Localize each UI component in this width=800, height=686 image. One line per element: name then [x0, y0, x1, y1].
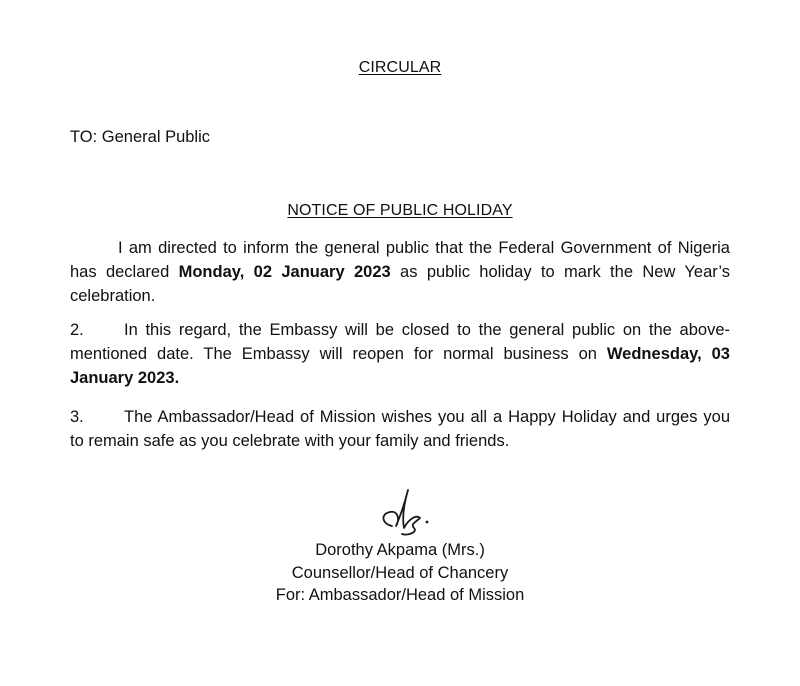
paragraph-2	[70, 318, 730, 390]
notice-title: NOTICE OF PUBLIC HOLIDAY	[287, 202, 513, 219]
signatory-name: Dorothy Akpama (Mrs.)	[315, 541, 485, 559]
paragraph-3-number: 3.	[70, 408, 84, 426]
paragraph-3	[70, 405, 730, 453]
paragraph-1-text-start: I am directed to inform the general public that the Federal Government of Nigeria has declared	[70, 239, 730, 281]
circular-heading: CIRCULAR	[358, 59, 442, 76]
handwritten-signature-icon	[372, 488, 442, 540]
paragraph-2-number: 2.	[70, 321, 84, 339]
signatory-for-line: For: Ambassador/Head of Mission	[275, 586, 525, 604]
paragraph-2-text: In this regard, the Embassy will be closed to the general public on the above-mentioned date. The Embassy will reopen for normal business on	[70, 321, 730, 363]
paragraph-3-text: The Ambassador/Head of Mission wishes you all a Happy Holiday and urges you to remain safe as you celebrate with your family and friends.	[70, 408, 730, 450]
reopen-date: Wednesday, 03 January 2023.	[70, 345, 730, 387]
paragraph-1-text-end: as public holiday to mark the New Year’s celebration.	[70, 263, 730, 305]
holiday-date: Monday, 02 January 2023	[178, 263, 391, 281]
signatory-title: Counsellor/Head of Chancery	[291, 563, 509, 582]
recipient-line: TO: General Public	[70, 128, 211, 146]
signature-block	[200, 539, 600, 607]
paragraph-1	[70, 236, 730, 308]
